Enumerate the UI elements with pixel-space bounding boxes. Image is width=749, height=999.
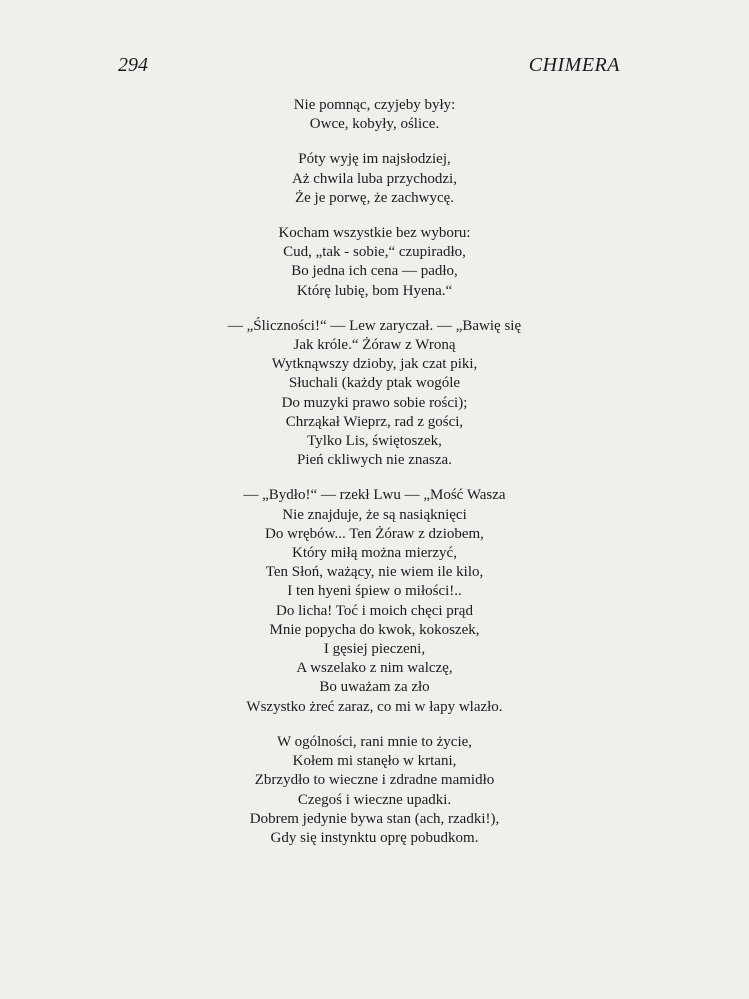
verse-line: Do wrębów... Ten Żóraw z dziobem, [265, 525, 484, 542]
verse-line: Pień ckliwych nie znasza. [297, 452, 452, 469]
stanza [0, 224, 749, 301]
verse-line: Kocham wszystkie bez wyboru: [278, 225, 471, 242]
verse-line: Bo jedna ich cena — padło, [291, 263, 458, 280]
verse-line: Nie pomnąc, czyjeby były: [293, 97, 456, 113]
verse-line: Czegoś i wieczne upadki. [297, 791, 452, 808]
verse-line: — „Bydło!“ — rzekł Lwu — „Mość Wasza [243, 487, 506, 504]
verse-line: Dobrem jedynie bywa stan (ach, rzadki!), [249, 810, 500, 827]
verse-line: Słuchali (każdy ptak wogóle [288, 375, 461, 392]
verse-line: W ogólności, rani mnie to życie, [276, 733, 473, 750]
verse-line: Cud, „tak - sobie,“ czupiradło, [283, 244, 466, 261]
verse-line: Tylko Lis, świętoszek, [307, 433, 442, 450]
stanza [0, 317, 749, 471]
verse-line: Którę lubię, bom Hyena.“ [296, 282, 453, 299]
verse-line: Mnie popycha do kwok, kokoszek, [269, 621, 480, 638]
verse-line: Zbrzydło to wieczne i zdradne mamidło [254, 772, 495, 789]
verse-line: Gdy się instynktu oprę pobudkom. [270, 829, 479, 846]
verse-line: Owce, kobyły, oślice. [309, 116, 440, 133]
stanza [0, 96, 749, 134]
poem [0, 96, 749, 864]
verse-line: I gęsiej pieczeni, [323, 641, 426, 658]
verse-line: Wszystko żreć zaraz, co mi w łapy wlazło. [246, 698, 503, 715]
verse-line: Wytknąwszy dzioby, jak czat piki, [271, 356, 478, 373]
verse-line: Nie znajduje, że są nasiąknięci [282, 506, 467, 523]
stanza [0, 733, 749, 848]
verse-line: Jak króle.“ Żóraw z Wroną [293, 337, 456, 354]
verse-line: Ten Słoń, ważący, nie wiem ile kilo, [265, 564, 484, 581]
verse-line: Do licha! Toć i moich chęci prąd [276, 602, 473, 619]
stanza [0, 486, 749, 716]
running-head: CHIMERA [528, 54, 620, 76]
verse-line: Do muzyki prawo sobie rości); [281, 394, 468, 411]
verse-line: I ten hyeni śpiew o miłości!.. [287, 583, 462, 600]
verse-line: Bo uważam za zło [319, 679, 430, 696]
verse-line: Kołem mi stanęło w krtani, [292, 753, 457, 770]
page-number: 294 [118, 54, 148, 76]
verse-line: — „Śliczności!“ — Lew zaryczał. — „Bawię się [227, 317, 522, 334]
verse-line: Chrząkał Wieprz, rad z gości, [285, 413, 464, 430]
stanza [0, 150, 749, 208]
verse-line: Póty wyję im najsłodziej, [298, 151, 451, 168]
verse-line: A wszelako z nim walczę, [296, 660, 453, 677]
verse-line: Który miłą można mierzyć, [292, 545, 457, 562]
verse-line: Aż chwila luba przychodzi, [292, 170, 457, 187]
verse-line: Że je porwę, że zachwycę. [294, 189, 455, 206]
